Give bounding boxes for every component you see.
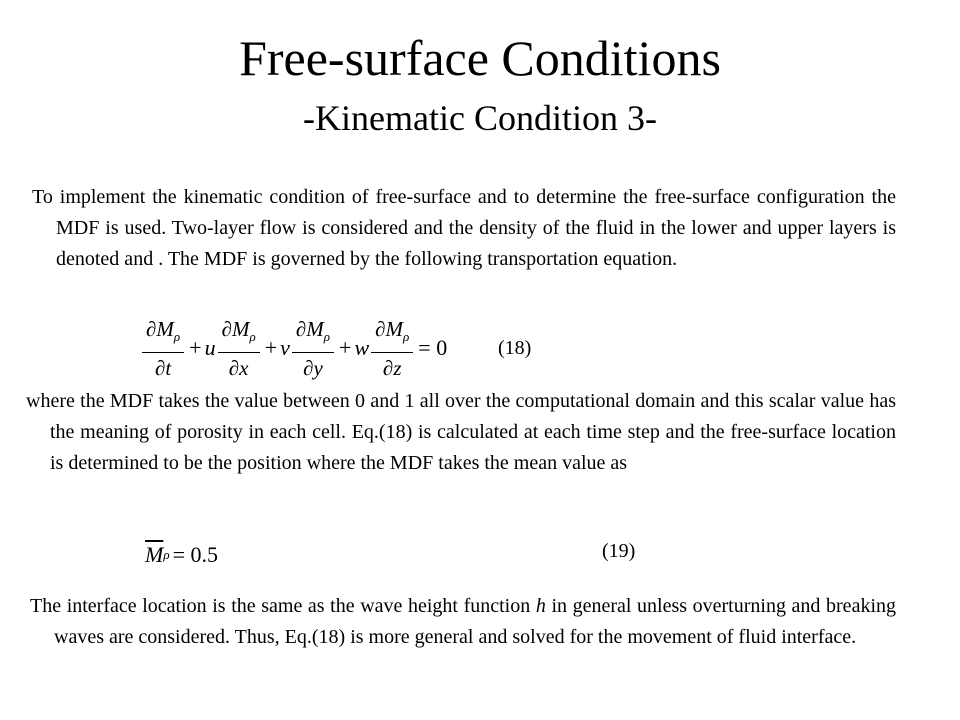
variable-h: h [535, 595, 546, 617]
paragraph-intro: To implement the kinematic condition of free-surface and to determine the free-surface configuration the MDF is used. Two-layer flow is considered and the density of the fluid in the lower and upper layers is denoted and . The MDF is governed by the following transportation equation. [32, 186, 896, 270]
fraction-dm-dy: $\frac{\partial M_\rho}{\partial y}$ [292, 316, 334, 381]
paragraph-interface: The interface location is the same as the wave height function h in general unless overturning and breaking waves are considered. Thus, Eq.(18) is more general and solved for the movement of fluid interface. [30, 595, 896, 648]
fraction-dm-dt: $\frac{\partial M_\rho}{\partial t}$ [142, 316, 184, 381]
fraction-dm-dz: $\frac{\partial M_\rho}{\partial z}$ [371, 316, 413, 381]
slide-subtitle: -Kinematic Condition 3- [303, 98, 657, 138]
fraction-dm-dx: $\frac{\partial M_\rho}{\partial x}$ [218, 316, 260, 381]
equation-number-19: (19) [602, 540, 636, 562]
m-bar-symbol: $\overline{M}$ [145, 542, 164, 567]
equation-19: $\overline{M}$ ρ = 0.5 [145, 542, 218, 567]
equation-18: $\frac{\partial M_\rho}{\partial t}$ + u $\frac{\partial M_\rho}{\partial x}$ + v $\frac{\partial M_\rho}{\partial y}$ + w $\frac{\partial M_\rho}{\partial z}$ = 0 [140, 310, 450, 386]
slide-title: Free-surface Conditions [239, 30, 721, 86]
equation-number-18: (18) [498, 337, 532, 359]
paragraph-mdf-description: where the MDF takes the value between 0 and 1 all over the computational domain and this scalar value has the meaning of porosity in each cell. Eq.(18) is calculated at each time step and the free-surface location is determined to be the position where the MDF takes the mean value as [26, 390, 896, 474]
